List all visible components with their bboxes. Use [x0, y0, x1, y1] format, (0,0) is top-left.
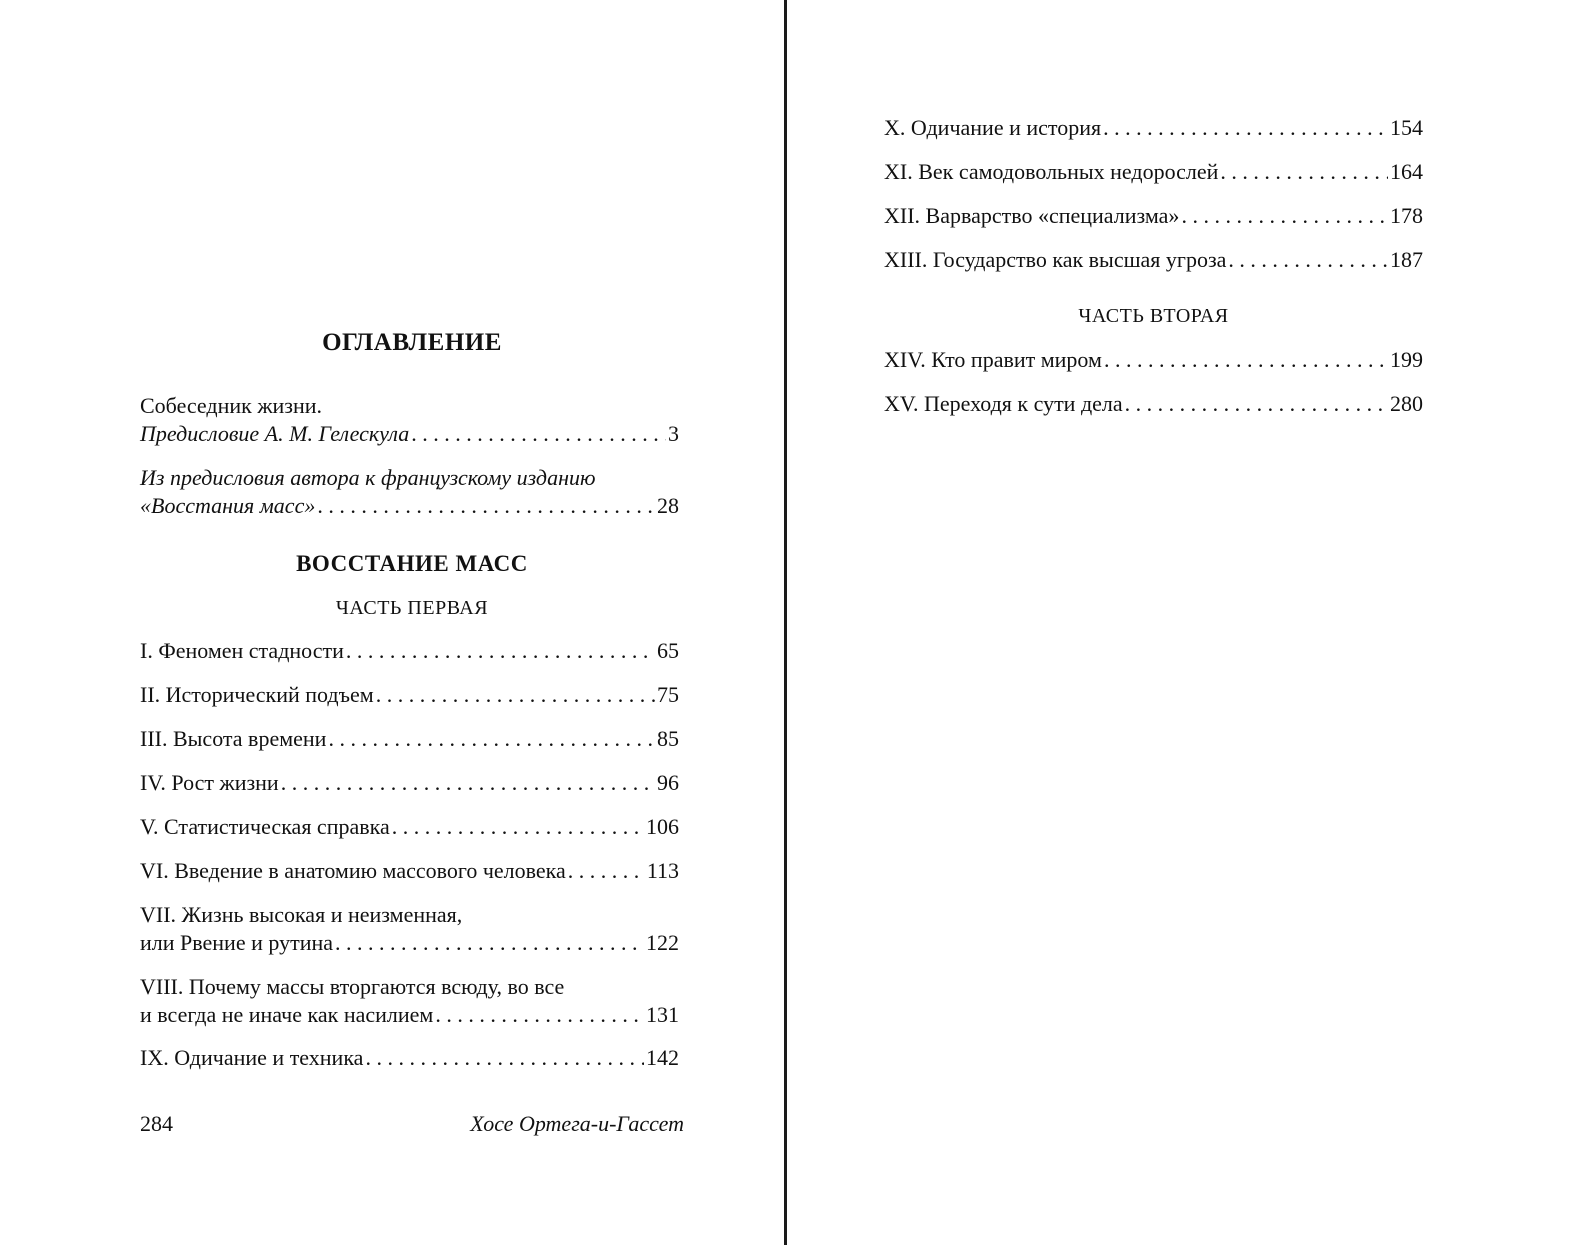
entry-title: X. Одичание и история	[884, 115, 1102, 140]
entry-page-number: 187	[1390, 247, 1423, 272]
entry-page-number: 3	[668, 421, 679, 446]
toc-entry-foreword[interactable]	[140, 392, 679, 448]
entry-title: XI. Век самодовольных недорослей	[884, 159, 1219, 184]
dot-leader	[1103, 114, 1388, 142]
entry-page-number: 131	[646, 1002, 679, 1027]
part-one-title: ЧАСТЬ ПЕРВАЯ	[335, 597, 489, 619]
dot-leader	[335, 929, 644, 957]
entry-page-number: 178	[1390, 203, 1423, 228]
dot-leader	[281, 769, 655, 797]
entry-title: V. Статистическая справка	[140, 814, 390, 839]
toc-entry-chapter-5[interactable]	[140, 813, 679, 841]
toc-entry-chapter-8[interactable]	[140, 973, 679, 1029]
entry-title: I. Феномен стадности	[140, 638, 344, 663]
dot-leader	[1181, 202, 1388, 230]
entry-page-number: 75	[657, 682, 679, 707]
dot-leader	[365, 1044, 644, 1072]
entry-title: XV. Переходя к сути дела	[884, 391, 1123, 416]
toc-entry-chapter-6[interactable]	[140, 857, 679, 885]
dot-leader	[435, 1001, 644, 1029]
entry-title: II. Исторический подъем	[140, 682, 374, 707]
entry-line: Из предисловия автора к французскому изданию	[140, 465, 596, 490]
entry-page-number: 122	[646, 930, 679, 955]
toc-entry-chapter-3[interactable]	[140, 725, 679, 753]
entry-title: IX. Одичание и техника	[140, 1045, 364, 1070]
toc-entry-chapter-15[interactable]	[884, 390, 1423, 418]
entry-title: XIII. Государство как высшая угроза	[884, 247, 1227, 272]
entry-title: и всегда не иначе как насилием	[140, 1002, 434, 1027]
dot-leader	[411, 420, 666, 448]
entry-line: VII. Жизнь высокая и неизменная,	[140, 902, 463, 927]
dot-leader	[568, 857, 645, 885]
book-title: ВОССТАНИЕ МАСС	[296, 551, 528, 576]
dot-leader	[1220, 158, 1388, 186]
entry-title: III. Высота времени	[140, 726, 327, 751]
entry-title: IV. Рост жизни	[140, 770, 279, 795]
entry-page-number: 280	[1390, 391, 1423, 416]
toc-entry-chapter-7[interactable]	[140, 901, 679, 957]
entry-title: XIV. Кто правит миром	[884, 347, 1102, 372]
entry-page-number: 106	[646, 814, 679, 839]
entry-title: Предисловие А. М. Гелескула	[140, 421, 410, 446]
toc-entry-chapter-14[interactable]	[884, 346, 1423, 374]
entry-page-number: 199	[1390, 347, 1423, 372]
toc-entry-chapter-12[interactable]	[884, 202, 1423, 230]
toc-entry-chapter-11[interactable]	[884, 158, 1423, 186]
toc-entry-chapter-1[interactable]	[140, 637, 679, 665]
dot-leader	[328, 725, 655, 753]
entry-page-number: 65	[657, 638, 679, 663]
dot-leader	[376, 681, 655, 709]
entry-page-number: 142	[646, 1045, 679, 1070]
entry-page-number: 85	[657, 726, 679, 751]
entry-title: VI. Введение в анатомию массового человека	[140, 858, 566, 883]
toc-entry-author-preface[interactable]	[140, 464, 679, 520]
toc-title: ОГЛАВЛЕНИЕ	[322, 329, 502, 356]
entry-page-number: 28	[657, 493, 679, 518]
entry-page-number: 113	[646, 858, 679, 883]
dot-leader	[317, 492, 655, 520]
part-two-title: ЧАСТЬ ВТОРАЯ	[1078, 305, 1229, 327]
toc-entry-chapter-10[interactable]	[884, 114, 1423, 142]
dot-leader	[346, 637, 655, 665]
toc-entry-chapter-13[interactable]	[884, 246, 1423, 274]
left-page	[140, 0, 684, 1245]
folio-author: Хосе Ортега-и-Гассет	[470, 1111, 684, 1136]
entry-page-number: 96	[657, 770, 679, 795]
entry-line: Собеседник жизни.	[140, 393, 323, 418]
right-page	[884, 0, 1423, 1245]
entry-page-number: 164	[1390, 159, 1423, 184]
dot-leader	[1228, 246, 1388, 274]
entry-page-number: 154	[1390, 115, 1423, 140]
dot-leader	[1104, 346, 1388, 374]
toc-entry-chapter-2[interactable]	[140, 681, 679, 709]
entry-title: XII. Варварство «специализма»	[884, 203, 1180, 228]
entry-title: или Рвение и рутина	[140, 930, 334, 955]
folio-page-number: 284	[140, 1111, 173, 1136]
toc-entry-chapter-4[interactable]	[140, 769, 679, 797]
dot-leader	[392, 813, 644, 841]
entry-line: VIII. Почему массы вторгаются всюду, во все	[140, 974, 565, 999]
toc-entry-chapter-9[interactable]	[140, 1044, 679, 1072]
entry-title: «Восстания масс»	[140, 493, 316, 518]
dot-leader	[1125, 390, 1388, 418]
page-gutter-divider	[784, 0, 787, 1245]
